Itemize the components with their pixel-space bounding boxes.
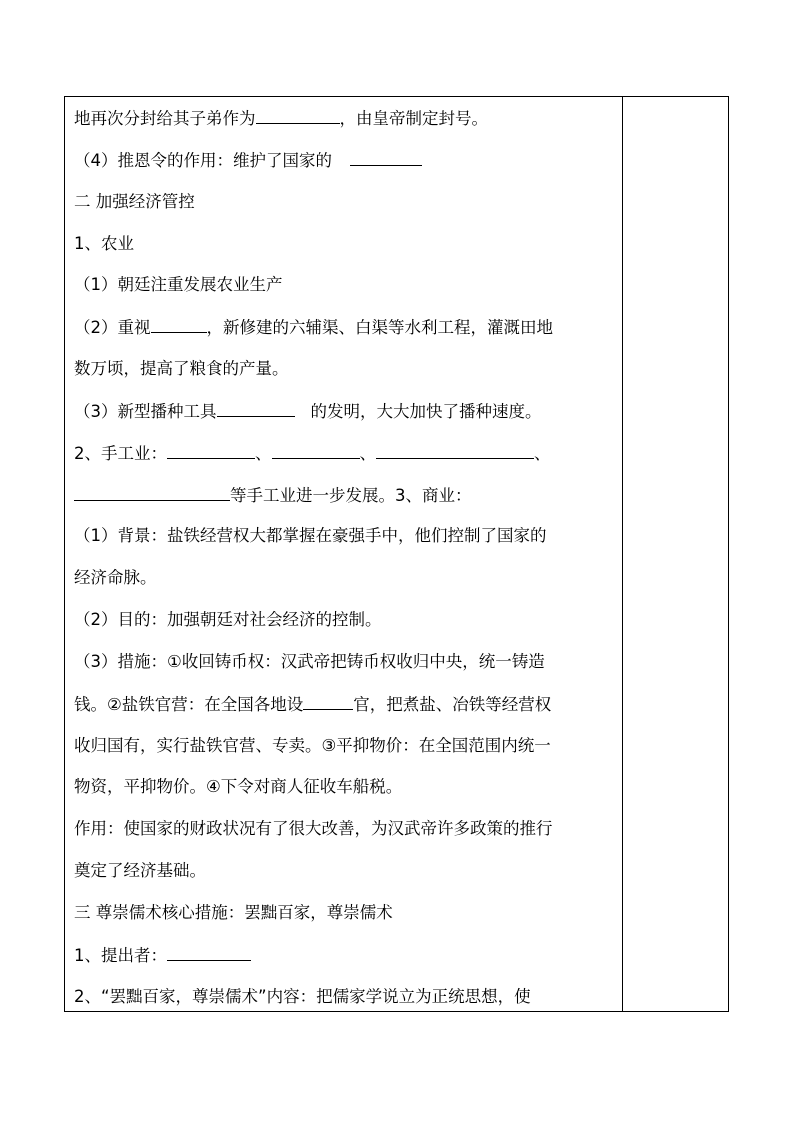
text-line: 数万顷，提高了粮食的产量。 bbox=[74, 359, 289, 378]
text-line: 2、“罢黜百家，尊崇儒术”内容：把儒家学说立为正统思想，使 bbox=[74, 987, 531, 1006]
text-segment: 、 bbox=[534, 444, 551, 463]
text-segment: 、 bbox=[255, 444, 272, 463]
fill-blank[interactable] bbox=[74, 484, 230, 501]
text-line bbox=[74, 944, 251, 966]
text-segment: （4）推恩令的作用：维护了国家的 bbox=[74, 151, 332, 170]
fill-blank[interactable] bbox=[217, 400, 295, 417]
text-line: 收归国有，实行盐铁官营、专卖。③平抑物价：在全国范围内统一 bbox=[74, 736, 551, 755]
text-segment: 的发明，大大加快了播种速度。 bbox=[310, 402, 542, 421]
fill-blank[interactable] bbox=[151, 316, 207, 333]
fill-blank[interactable] bbox=[167, 442, 255, 459]
fill-blank[interactable] bbox=[167, 944, 251, 961]
fill-blank[interactable] bbox=[303, 693, 353, 710]
text-line: （3）措施：①收回铸币权：汉武帝把铸币权收归中央，统一铸造 bbox=[74, 652, 545, 671]
content-cell bbox=[65, 97, 623, 1011]
text-segment: ，由皇帝制定封号。 bbox=[339, 109, 488, 128]
section-heading: 三 尊崇儒术核心措施：罢黜百家，尊崇儒术 bbox=[74, 903, 393, 922]
text-segment: 1、提出者： bbox=[74, 946, 167, 965]
text-line bbox=[74, 484, 472, 506]
text-line: 作用：使国家的财政状况有了很大改善，为汉武帝许多政策的推行 bbox=[74, 819, 553, 838]
text-line: （2）目的：加强朝廷对社会经济的控制。 bbox=[74, 610, 382, 629]
text-line: 物资，平抑物价。④下令对商人征收车船税。 bbox=[74, 777, 403, 796]
text-segment: 2、手工业： bbox=[74, 444, 167, 463]
fill-blank[interactable] bbox=[256, 107, 340, 124]
fill-blank[interactable] bbox=[272, 442, 360, 459]
text-line bbox=[74, 400, 542, 422]
section-heading: 二 加强经济管控 bbox=[74, 192, 195, 211]
text-line bbox=[74, 442, 551, 464]
text-segment: 、 bbox=[359, 444, 376, 463]
text-segment: ，新修建的六辅渠、白渠等水利工程，灌溉田地 bbox=[206, 318, 553, 337]
text-line bbox=[74, 693, 551, 715]
sub-heading: 1、农业 bbox=[74, 234, 134, 253]
notes-cell bbox=[623, 97, 728, 1011]
text-segment: 地再次分封给其子弟作为 bbox=[74, 109, 256, 128]
text-line: （1）背景：盐铁经营权大都掌握在豪强手中，他们控制了国家的 bbox=[74, 526, 547, 545]
worksheet-table bbox=[64, 96, 729, 1012]
text-line: 奠定了经济基础。 bbox=[74, 861, 206, 880]
text-line bbox=[74, 107, 488, 129]
text-segment: 钱。②盐铁官营：在全国各地设 bbox=[74, 695, 304, 714]
text-segment: 等手工业进一步发展。3、商业： bbox=[230, 486, 472, 505]
text-line: （1）朝廷注重发展农业生产 bbox=[74, 275, 283, 294]
text-segment: 官，把煮盐、冶铁等经营权 bbox=[353, 695, 552, 714]
fill-blank[interactable] bbox=[376, 442, 534, 459]
text-segment: （3）新型播种工具 bbox=[74, 402, 217, 421]
fill-blank[interactable] bbox=[350, 149, 422, 166]
text-line: 经济命脉。 bbox=[74, 568, 157, 587]
text-line bbox=[74, 316, 553, 338]
text-segment: （2）重视 bbox=[74, 318, 151, 337]
text-line bbox=[74, 149, 422, 171]
